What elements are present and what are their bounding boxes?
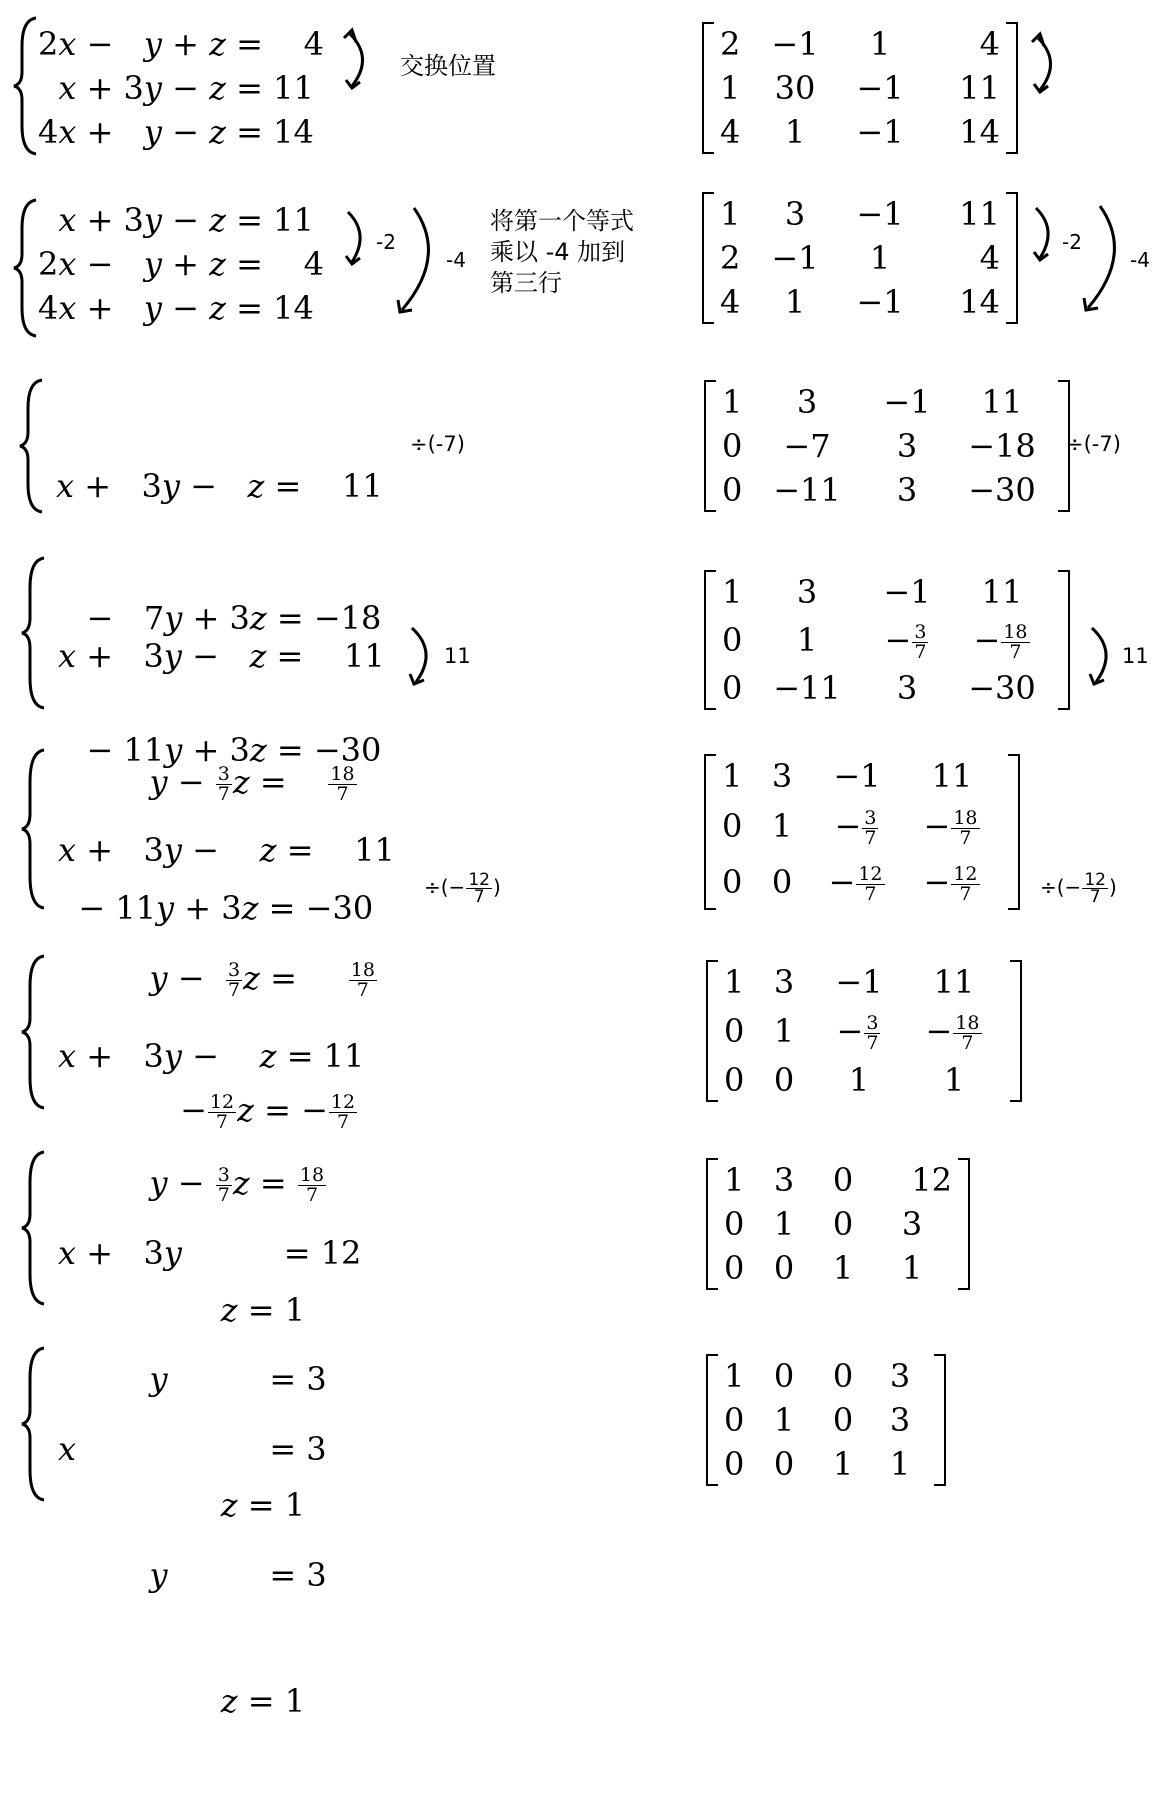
left-bracket — [706, 1354, 718, 1486]
curve-arrow-icon — [1088, 626, 1118, 688]
left-bracket — [704, 570, 716, 710]
matrix-cell: 14 — [959, 283, 1000, 321]
equation-row: x = 3 — [58, 1430, 327, 1468]
matrix-grid — [718, 1158, 958, 1290]
right-bracket — [1010, 960, 1022, 1102]
matrix-cell: 0 — [724, 1249, 745, 1287]
left-bracket — [706, 960, 718, 1102]
matrix-cell: 1 — [784, 283, 806, 321]
swap-note: 交换位置 — [400, 52, 496, 80]
op-label: ÷(-7) — [1066, 432, 1121, 456]
fraction: $\frac{12}{7}$ — [330, 1091, 356, 1133]
matrix-cell: 1 — [773, 1012, 795, 1050]
note-line: 将第一个等式 — [490, 207, 634, 235]
matrix-cell: 2 — [720, 239, 741, 277]
matrix-cell: 3 — [773, 1161, 795, 1199]
matrix-cell: −11 — [773, 669, 841, 707]
swap-arrow-icon — [340, 28, 380, 98]
matrix-cell: 1 — [869, 25, 891, 63]
equation-row: 4x + y − z = 14 — [38, 289, 314, 327]
matrix-cell: 3 — [889, 1401, 911, 1439]
op-label: ÷(− $\frac{12}{7}$ ) — [424, 870, 501, 907]
matrix-cell: 0 — [773, 1249, 795, 1287]
matrix-cell: 30 — [774, 69, 816, 107]
matrix-cell: 1 — [724, 1357, 745, 1395]
matrix-cell: 0 — [771, 863, 793, 901]
equation-row: z = 1 — [220, 1291, 306, 1329]
matrix-cell: 11 — [933, 963, 975, 1001]
fraction: $\frac{18}{7}$ — [330, 763, 355, 805]
matrix-grid — [716, 570, 1058, 710]
matrix-cell: − $\frac{3}{7}$ — [836, 1012, 879, 1054]
matrix-cell: 0 — [832, 1401, 854, 1439]
equation-system — [38, 22, 324, 154]
matrix-cell: 4 — [720, 283, 741, 321]
matrix-cell: 1 — [722, 383, 743, 421]
matrix-cell: −1 — [856, 195, 904, 233]
matrix-cell: 0 — [722, 669, 743, 707]
equation-row: y = 3 — [149, 1360, 327, 1398]
matrix — [706, 960, 1022, 1102]
left-brace — [20, 556, 50, 710]
equation-row: 4x + y − z = 14 — [38, 113, 314, 151]
matrix-cell: 2 — [720, 25, 741, 63]
matrix-cell: −1 — [835, 963, 883, 1001]
curve-arrow-icon — [1082, 204, 1132, 314]
matrix-cell: −1 — [883, 573, 931, 611]
fraction: $\frac{12}{7}$ — [953, 863, 978, 905]
equation-row: 2x − y + z = 4 — [38, 245, 325, 283]
matrix — [706, 1158, 970, 1290]
fraction: $\frac{18}{7}$ — [350, 959, 375, 1001]
matrix-cell: 0 — [724, 1012, 745, 1050]
left-brace — [20, 1346, 50, 1502]
fraction: $\frac{3}{7}$ — [217, 763, 230, 805]
matrix-cell: 0 — [722, 471, 743, 509]
matrix — [702, 22, 1018, 154]
matrix-grid — [716, 380, 1058, 512]
matrix-cell: 0 — [724, 1445, 745, 1483]
matrix-cell: 3 — [901, 1205, 923, 1243]
matrix-grid — [716, 754, 1008, 910]
matrix-cell: −1 — [883, 383, 931, 421]
matrix-cell: 3 — [796, 383, 818, 421]
matrix-cell: −30 — [968, 669, 1036, 707]
matrix-cell: 11 — [959, 69, 1000, 107]
matrix-cell: − $\frac{18}{7}$ — [925, 1012, 980, 1054]
equation-system — [38, 198, 324, 330]
op-label: -2 — [1062, 230, 1082, 254]
matrix-cell: 1 — [773, 1205, 795, 1243]
matrix-cell: 3 — [773, 963, 795, 1001]
matrix-cell: 1 — [832, 1445, 854, 1483]
matrix-cell: 0 — [724, 1061, 745, 1099]
matrix-cell: 1 — [724, 963, 745, 1001]
matrix-cell: 1 — [901, 1249, 923, 1287]
matrix-cell: 1 — [724, 1161, 745, 1199]
equation-row: y − $\frac{3}{7}$ z = $\frac{18}{7}$ — [149, 763, 355, 805]
equation-row: x + 3y − z = 11 — [58, 637, 385, 675]
matrix-cell: 3 — [889, 1357, 911, 1395]
matrix-cell: 1 — [722, 573, 743, 611]
equation-row: x + 3y − z = 11 — [58, 1037, 365, 1075]
matrix-cell: 14 — [959, 113, 1000, 151]
left-brace — [20, 748, 50, 910]
left-bracket — [702, 22, 714, 154]
fraction: $\frac{3}{7}$ — [866, 1012, 879, 1054]
matrix-cell: 4 — [979, 239, 1000, 277]
matrix-cell: 0 — [832, 1357, 854, 1395]
matrix-cell: 0 — [722, 807, 743, 845]
right-bracket — [1058, 570, 1070, 710]
equation-row: z = 1 — [220, 1486, 306, 1524]
note-line: 乘以 -4 加到 — [490, 238, 626, 266]
equation-row: − $\frac{12}{7}$ z = − $\frac{12}{7}$ — [58, 1091, 356, 1133]
matrix-cell: 1 — [720, 69, 741, 107]
equation-row: x + 3y = 12 — [58, 1234, 362, 1272]
matrix-cell: 1 — [943, 1061, 965, 1099]
matrix-cell: 1 — [889, 1445, 911, 1483]
fraction: $\frac{18}{7}$ — [955, 1012, 980, 1054]
matrix-grid — [718, 1354, 934, 1486]
matrix-cell: 11 — [959, 195, 1000, 233]
matrix-cell: −1 — [856, 69, 904, 107]
fraction: $\frac{18}{7}$ — [1003, 621, 1028, 663]
matrix-cell: 11 — [981, 383, 1023, 421]
matrix-grid — [714, 22, 1006, 154]
matrix-cell: 11 — [981, 573, 1023, 611]
op-label: -4 — [1130, 248, 1150, 272]
left-brace — [18, 378, 48, 514]
step-8 — [0, 1346, 1165, 1720]
step-1 — [0, 10, 1165, 160]
matrix-cell: − $\frac{18}{7}$ — [923, 807, 978, 849]
matrix-cell: − $\frac{3}{7}$ — [834, 807, 877, 849]
equation-row: z = 1 — [220, 1682, 306, 1720]
matrix-grid — [718, 960, 1010, 1102]
matrix-cell: −1 — [856, 283, 904, 321]
left-bracket — [706, 1158, 718, 1290]
matrix-cell: 1 — [720, 195, 741, 233]
matrix-cell: 0 — [832, 1161, 854, 1199]
matrix-cell: 3 — [771, 757, 793, 795]
fraction: $\frac{3}{7}$ — [914, 621, 927, 663]
matrix-cell: 3 — [796, 573, 818, 611]
matrix-cell: −1 — [856, 113, 904, 151]
matrix-cell: 3 — [896, 427, 918, 465]
fraction: $\frac{18}{7}$ — [299, 1164, 325, 1206]
step-5 — [0, 748, 1165, 1133]
matrix-cell: 1 — [832, 1249, 854, 1287]
op-label: -4 — [446, 248, 466, 272]
right-bracket — [934, 1354, 946, 1486]
right-bracket — [1006, 192, 1018, 324]
equation-row: y − $\frac{3}{7}$ z = $\frac{18}{7}$ — [149, 1164, 325, 1206]
matrix-cell: − $\frac{12}{7}$ — [828, 863, 883, 905]
equation-row: x + 3y − z = 11 — [56, 467, 383, 505]
fraction: $\frac{12}{7}$ — [209, 1091, 235, 1133]
matrix-cell: −11 — [773, 471, 841, 509]
matrix-cell: 1 — [722, 757, 743, 795]
matrix-cell: − $\frac{3}{7}$ — [884, 621, 927, 663]
matrix-cell: 1 — [773, 1401, 795, 1439]
matrix-cell: 1 — [848, 1061, 870, 1099]
matrix-cell: 3 — [896, 669, 918, 707]
fraction: $\frac{3}{7}$ — [864, 807, 877, 849]
right-bracket — [958, 1158, 970, 1290]
fraction: $\frac{12}{7}$ — [858, 863, 883, 905]
step-2 — [0, 192, 1165, 342]
swap-arrow-icon — [1028, 32, 1068, 102]
matrix-cell: 0 — [773, 1061, 795, 1099]
matrix-cell: 0 — [724, 1205, 745, 1243]
matrix-grid — [714, 192, 1006, 324]
equation-row: − 11y + 3z = −30 — [58, 889, 374, 927]
matrix-cell: 4 — [979, 25, 1000, 63]
matrix-cell: 1 — [869, 239, 891, 277]
equation-row: x + 3y − z = 11 — [58, 69, 314, 107]
matrix-cell: 3 — [896, 471, 918, 509]
fraction: $\frac{3}{7}$ — [217, 1164, 230, 1206]
matrix — [706, 1354, 946, 1486]
matrix-cell: 0 — [722, 863, 743, 901]
equation-row: − 11y + 3z = −30 — [56, 731, 382, 769]
note-line: 第三行 — [490, 269, 562, 297]
matrix-cell: 1 — [784, 113, 806, 151]
matrix-cell: −1 — [771, 25, 819, 63]
left-bracket — [704, 754, 716, 910]
matrix-cell: 1 — [771, 807, 793, 845]
equation-row: x + 3y − z = 11 — [58, 201, 314, 239]
equation-row: − 7y + 3z = −18 — [56, 599, 382, 637]
operation-note — [490, 206, 634, 299]
matrix — [704, 570, 1070, 710]
matrix-cell: −30 — [968, 471, 1036, 509]
matrix-cell: 0 — [722, 427, 743, 465]
matrix-cell: 0 — [722, 621, 743, 659]
step-7 — [0, 1150, 1165, 1524]
right-bracket — [1006, 22, 1018, 154]
matrix — [704, 754, 1020, 910]
fraction: $\frac{18}{7}$ — [953, 807, 978, 849]
op-label: ÷(− $\frac{12}{7}$ ) — [1040, 870, 1117, 907]
matrix-cell: −18 — [968, 427, 1036, 465]
equation-row: y = 3 — [149, 1556, 327, 1594]
matrix-cell: 12 — [911, 1161, 952, 1199]
matrix-cell: −1 — [771, 239, 819, 277]
matrix-cell: −1 — [833, 757, 881, 795]
right-bracket — [1008, 754, 1020, 910]
curve-arrow-icon — [396, 206, 446, 316]
left-brace — [20, 1150, 50, 1306]
matrix-cell: − $\frac{12}{7}$ — [923, 863, 978, 905]
equation-system — [58, 1348, 327, 1802]
matrix-cell: 0 — [773, 1445, 795, 1483]
matrix-cell: − $\frac{18}{7}$ — [973, 621, 1028, 663]
op-label: ÷(-7) — [410, 432, 465, 456]
curve-arrow-icon — [408, 626, 438, 688]
equation-row: 2x − y + z = 4 — [38, 25, 325, 63]
matrix-cell: −7 — [783, 427, 831, 465]
matrix-cell: 3 — [784, 195, 806, 233]
equation-row: x + 3y − z = 11 — [58, 831, 395, 869]
left-bracket — [704, 380, 716, 512]
op-label: 11 — [444, 644, 471, 668]
matrix — [704, 380, 1070, 512]
op-label: -2 — [376, 230, 396, 254]
matrix — [702, 192, 1018, 324]
left-brace — [20, 954, 50, 1110]
left-bracket — [702, 192, 714, 324]
matrix-cell: 11 — [931, 757, 973, 795]
matrix-cell: 0 — [724, 1401, 745, 1439]
curve-arrow-icon — [1032, 206, 1062, 266]
matrix-cell: 0 — [832, 1205, 854, 1243]
matrix-cell: 0 — [773, 1357, 795, 1395]
curve-arrow-icon — [344, 210, 374, 270]
matrix-cell: 4 — [720, 113, 741, 151]
matrix-cell: 1 — [796, 621, 818, 659]
op-label: 11 — [1122, 644, 1149, 668]
equation-row: y − $\frac{3}{7}$ z = $\frac{18}{7}$ — [149, 959, 375, 1001]
fraction: $\frac{3}{7}$ — [227, 959, 241, 1001]
